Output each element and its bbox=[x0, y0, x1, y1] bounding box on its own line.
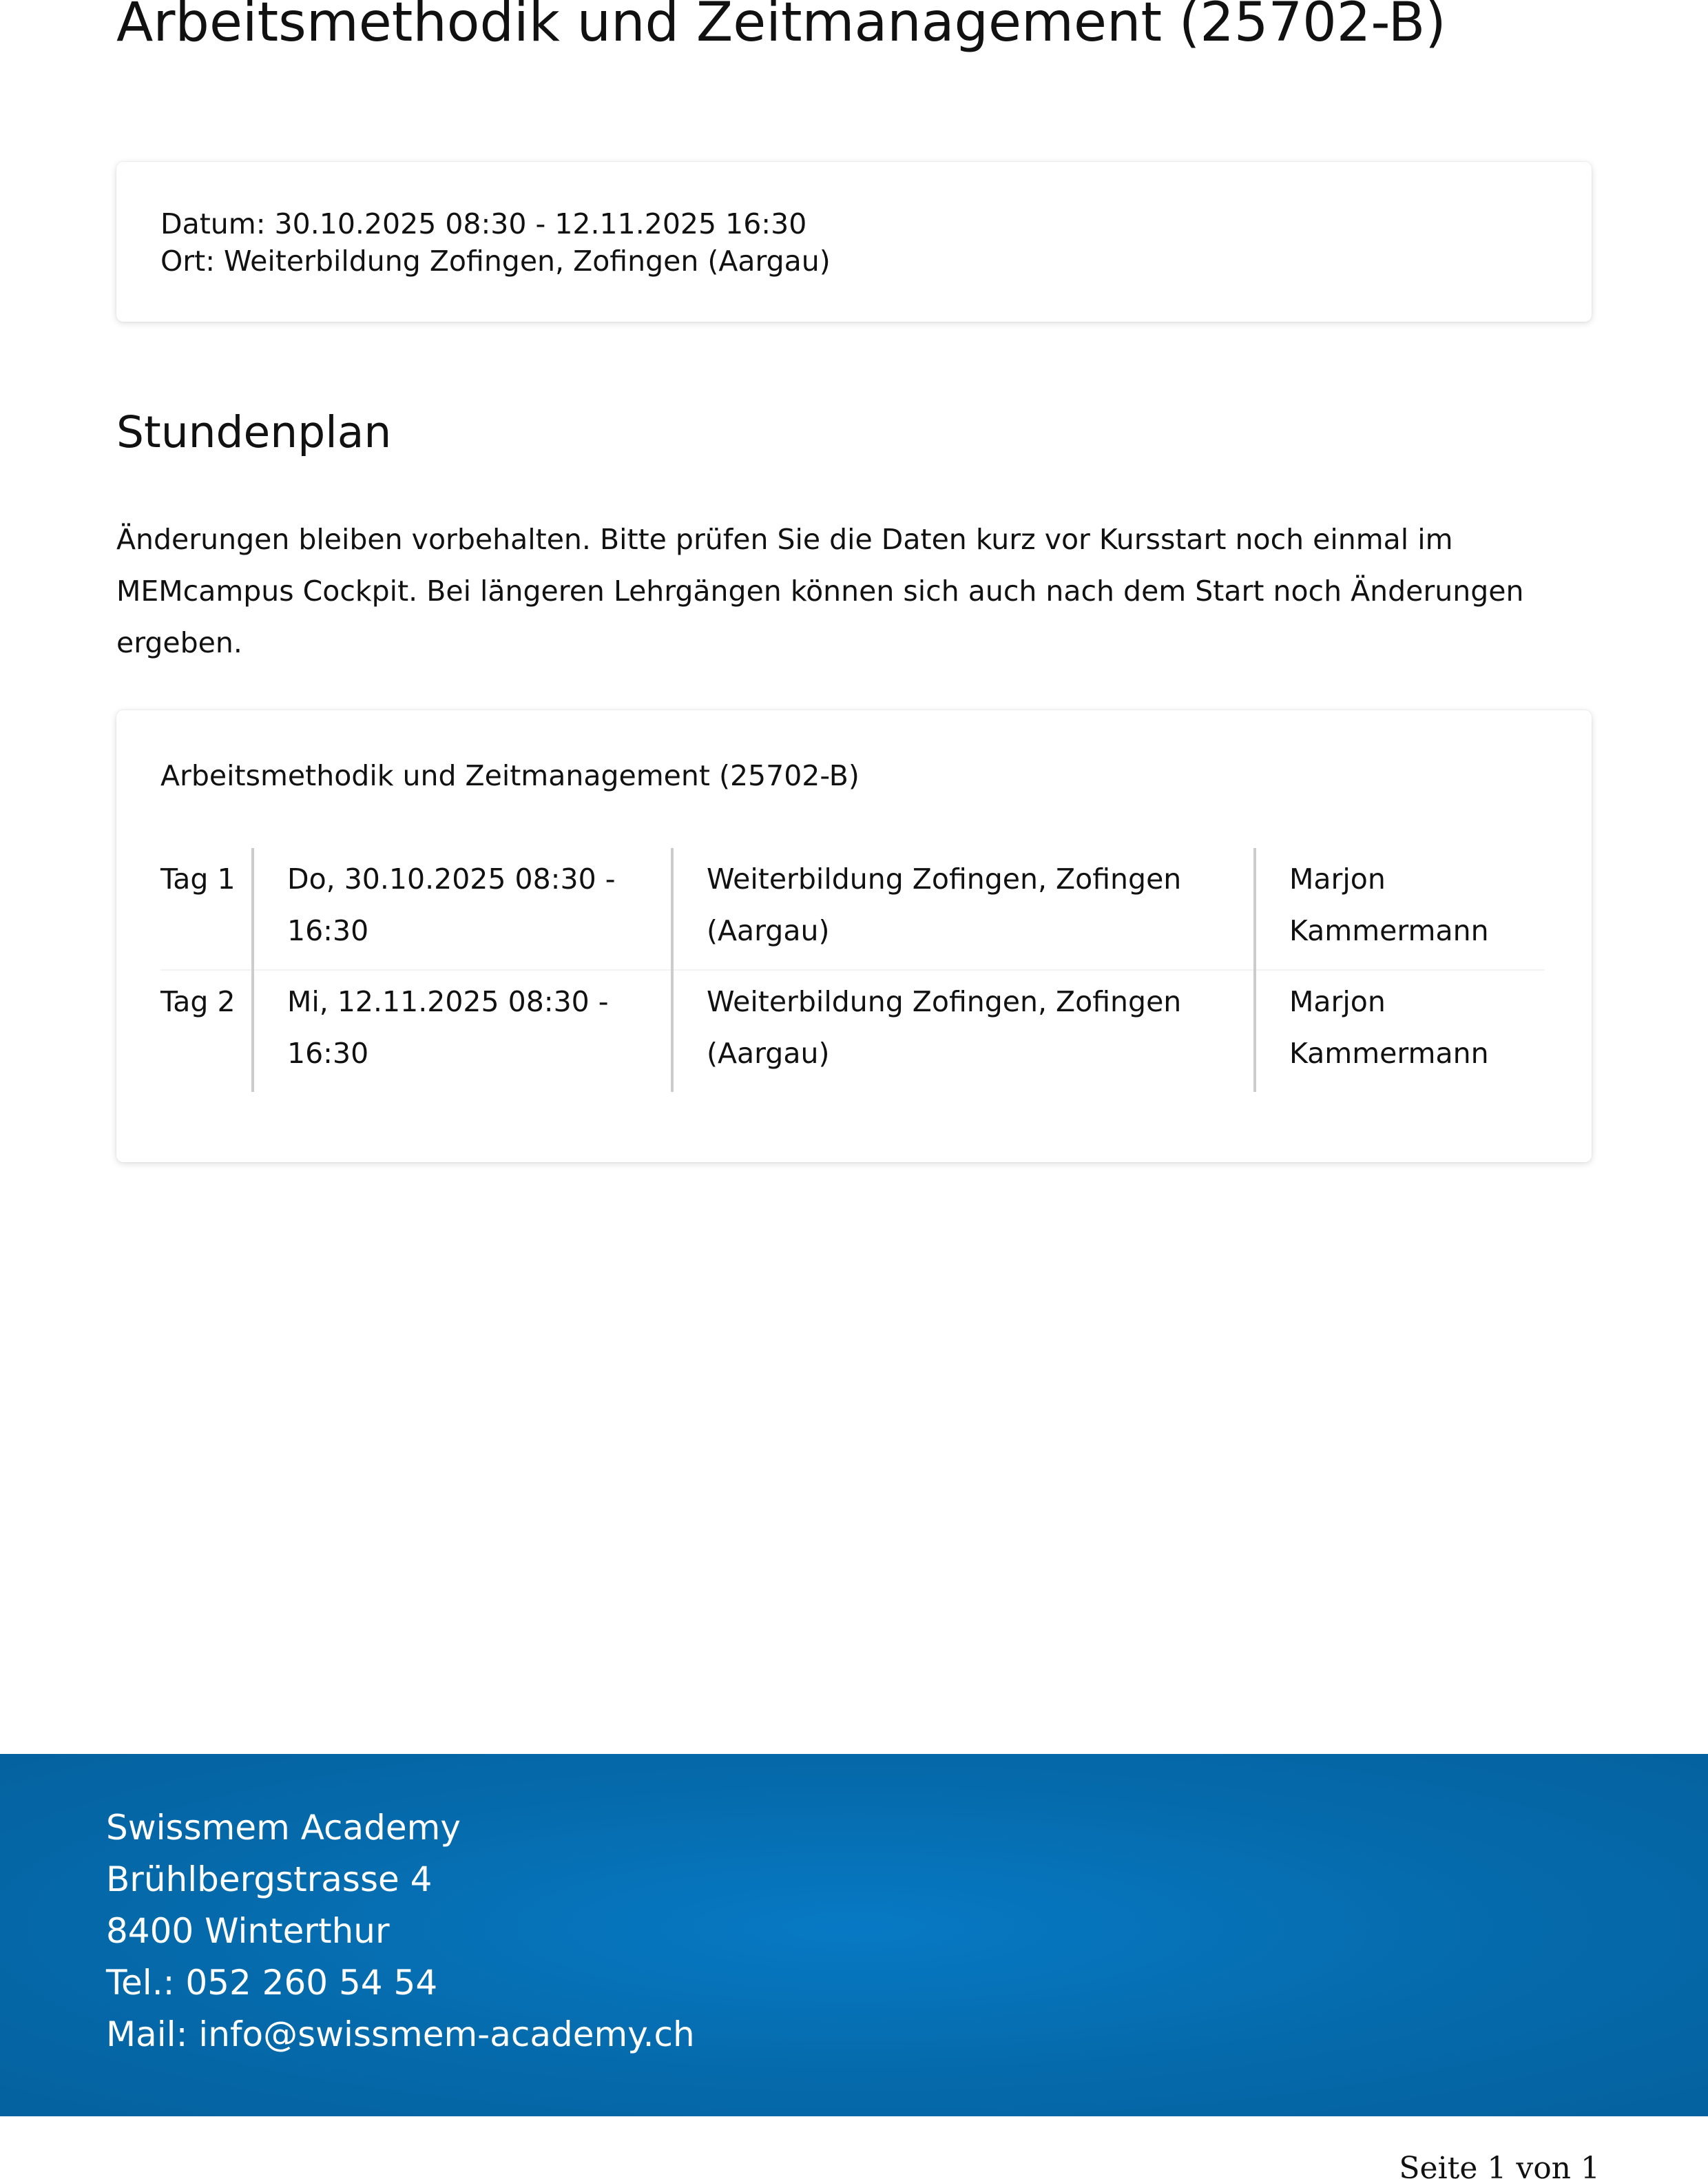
row-datetime: Mi, 12.11.2025 08:30 - 16:30 bbox=[253, 970, 672, 1092]
course-location: Ort: Weiterbildung Zofingen, Zofingen (Aargau) bbox=[160, 245, 831, 278]
row-instructor: Marjon Kammermann bbox=[1255, 970, 1545, 1092]
course-title: Arbeitsmethodik und Zeitmanagement (25702-B) bbox=[116, 0, 1446, 54]
row-location: Weiterbildung Zofingen, Zofingen (Aargau) bbox=[672, 970, 1255, 1092]
footer-contact bbox=[0, 1754, 1708, 2116]
table-row bbox=[160, 970, 1545, 1092]
footer-city: 8400 Winterthur bbox=[106, 1911, 390, 1951]
schedule-notice: Änderungen bleiben vorbehalten. Bitte prüfen Sie die Daten kurz vor Kursstart noch einmal im MEMcampus Cockpit. Bei längeren Lehrgängen können sich auch nach dem Start noch Änderungen ergeben. bbox=[116, 523, 1524, 659]
page-number: Seite 1 von 1 bbox=[1399, 2151, 1600, 2179]
row-location: Weiterbildung Zofingen, Zofingen (Aargau) bbox=[672, 848, 1255, 970]
footer-phone: Tel.: 052 260 54 54 bbox=[106, 1963, 438, 2003]
footer-email: Mail: info@swissmem-academy.ch bbox=[106, 2014, 695, 2054]
row-instructor: Marjon Kammermann bbox=[1255, 848, 1545, 970]
table-row bbox=[160, 848, 1545, 970]
course-date: Datum: 30.10.2025 08:30 - 12.11.2025 16:30 bbox=[160, 207, 807, 240]
row-day: Tag 1 bbox=[160, 848, 253, 970]
schedule-table bbox=[160, 848, 1545, 1092]
schedule-card bbox=[116, 710, 1592, 1162]
schedule-heading: Stundenplan bbox=[116, 407, 392, 457]
row-day: Tag 2 bbox=[160, 985, 236, 1018]
row-datetime: Do, 30.10.2025 08:30 - 16:30 bbox=[253, 848, 672, 970]
footer-organization: Swissmem Academy bbox=[106, 1808, 461, 1848]
footer-street: Brühlbergstrasse 4 bbox=[106, 1859, 433, 1899]
course-info-card bbox=[116, 162, 1592, 322]
schedule-table-title: Arbeitsmethodik und Zeitmanagement (25702-B) bbox=[160, 759, 860, 792]
